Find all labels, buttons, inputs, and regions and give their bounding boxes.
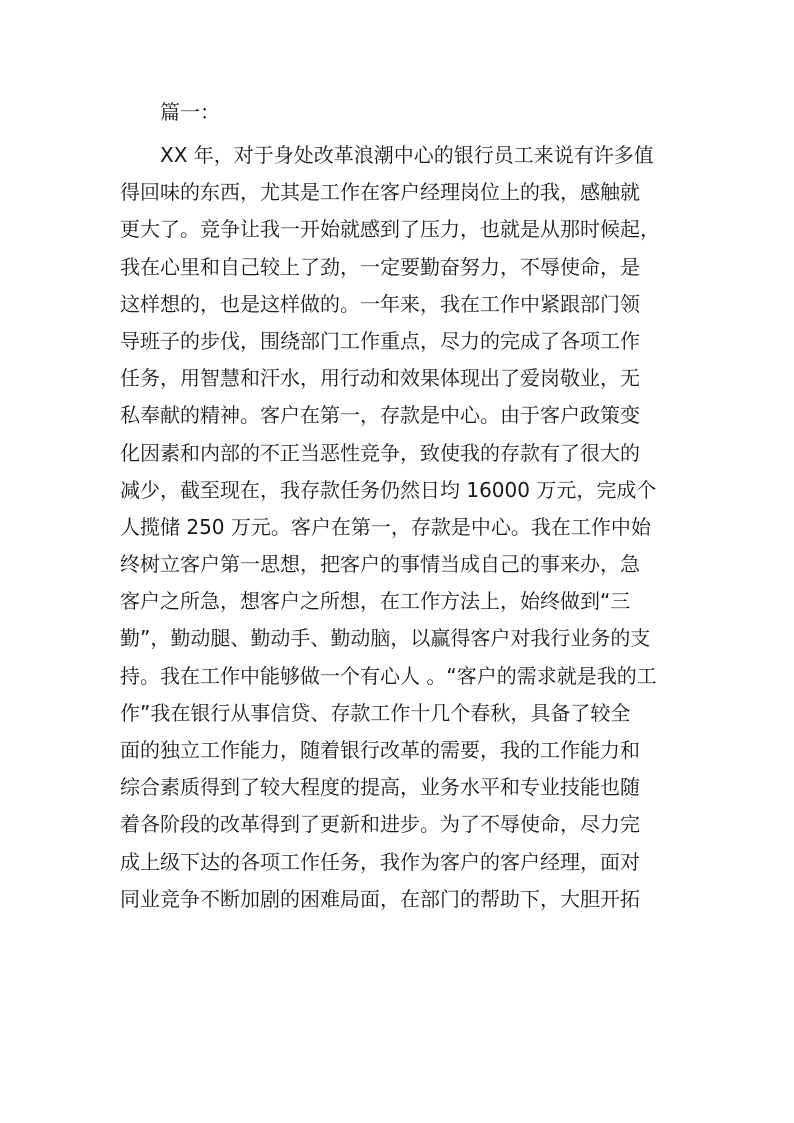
text-line: 人揽储 250 万元。客户在第一，存款是中心。我在工作中始 [120, 514, 651, 539]
text-line: 这样想的，也是这样做的。一年来，我在工作中紧跟部门领 [120, 291, 640, 316]
text-line: 私奉献的精神。客户在第一，存款是中心。由于客户政策变 [120, 403, 640, 428]
text-line: 作”我在银行从事信贷、存款工作十几个春秋，具备了较全 [120, 700, 631, 725]
body-text [120, 137, 680, 918]
text-line: 更大了。竞争让我一开始就感到了压力，也就是从那时候起， [120, 217, 660, 242]
text-line: 成上级下达的各项工作任务，我作为客户的客户经理，面对 [120, 849, 640, 874]
text-line: 化因素和内部的不正当恶性竞争，致使我的存款有了很大的 [120, 440, 640, 465]
text-line: 任务，用智慧和汗水，用行动和效果体现出了爱岗敬业，无 [120, 366, 640, 391]
text-line: 得回味的东西，尤其是工作在客户经理岗位上的我，感触就 [120, 180, 640, 205]
text-line: 终树立客户第一思想，把客户的事情当成自己的事来办，急 [120, 552, 640, 577]
text-line: 面的独立工作能力，随着银行改革的需要，我的工作能力和 [120, 738, 640, 762]
text-line: 导班子的步伐，围绕部门工作重点，尽力的完成了各项工作 [120, 328, 640, 353]
text-line: 持。我在工作中能够做一个有心人 。“客户的需求就是我的工 [120, 663, 657, 688]
text-line: 同业竞争不断加剧的困难局面，在部门的帮助下，大胆开拓 [120, 886, 640, 911]
text-line: 客户之所急，想客户之所想，在工作方法上，始终做到“三 [120, 589, 631, 614]
text-line: 勤”，勤动腿、勤动手、勤动脑，以赢得客户对我行业务的支 [120, 626, 651, 651]
text-line: 我在心里和自己较上了劲，一定要勤奋努力，不辱使命，是 [120, 254, 640, 279]
text-line: 综合素质得到了较大程度的提高，业务水平和专业技能也随 [120, 775, 640, 800]
section-heading: 篇一： [160, 100, 220, 124]
text-line: 减少，截至现在，我存款任务仍然日均 16000 万元，完成个 [120, 477, 657, 502]
text-line: 着各阶段的改革得到了更新和进步。为了不辱使命，尽力完 [120, 812, 640, 837]
text-line: XX 年，对于身处改革浪潮中心的银行员工来说有许多值 [160, 143, 654, 167]
